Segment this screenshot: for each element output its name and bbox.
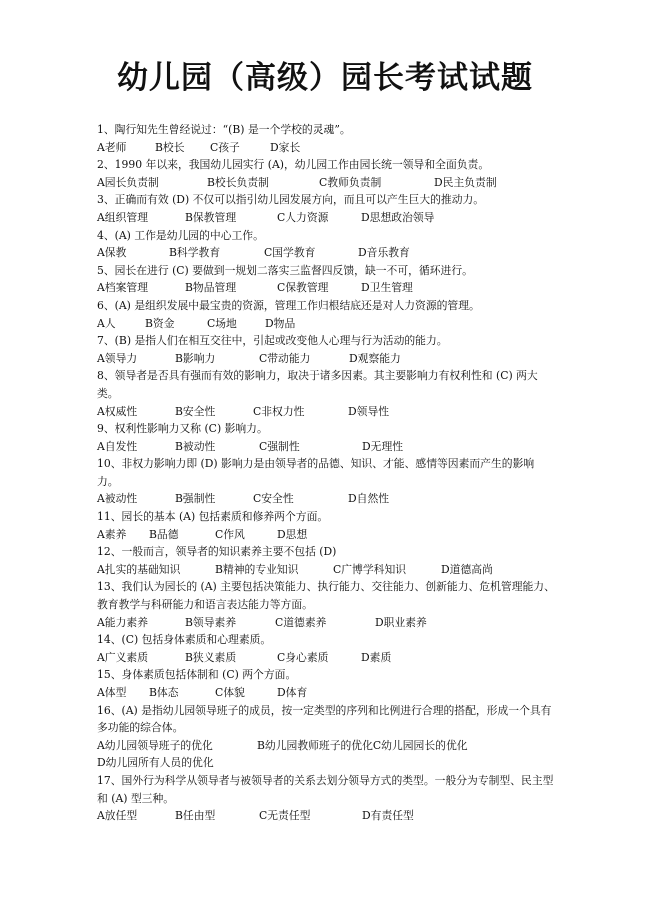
option-c: C无责任型 (259, 809, 311, 823)
option-b: B被动性 (175, 439, 216, 453)
option-a: A广义素质 (97, 650, 148, 664)
option-c: C幼儿园园长的优化 (372, 738, 468, 752)
question-2: 2、1990 年以来，我国幼儿园实行 (A)，幼儿园工作由园长统一领导和全面负责。 (97, 158, 490, 172)
option-d: D自然性 (348, 492, 390, 506)
option-b: B安全性 (175, 404, 216, 418)
option-d: D有责任型 (362, 809, 414, 823)
option-c: C带动能力 (259, 351, 311, 365)
question-2-options (97, 174, 555, 192)
option-a: A组织管理 (97, 210, 148, 224)
option-b: B领导素养 (185, 615, 237, 629)
option-d: D家长 (270, 140, 301, 154)
page-title: 幼儿园（高级）园长考试试题 (117, 60, 533, 96)
option-a: A园长负责制 (97, 175, 159, 189)
option-d: D思想 (277, 527, 308, 541)
option-a: A自发性 (97, 439, 138, 453)
question-9: 9、权利性影响力又称 (C) 影响力。 (97, 422, 268, 436)
option-b: B品德 (149, 527, 179, 541)
option-a: A扎实的基础知识 (97, 562, 181, 576)
question-1: 1、陶行知先生曾经说过：“(B) 是一个学校的灵魂”。 (97, 123, 351, 136)
question-5-options (97, 279, 555, 297)
option-a: A人 (97, 316, 116, 330)
option-c: C身心素质 (277, 650, 329, 664)
question-16-options (97, 737, 555, 772)
option-d: D道德高尚 (441, 562, 493, 576)
option-c: C道德素养 (275, 615, 327, 629)
question-9-options (97, 438, 555, 456)
option-c: C教师负责制 (319, 175, 382, 189)
option-d: D职业素养 (375, 615, 427, 629)
option-b: B校长负责制 (207, 175, 269, 189)
option-c: C广博学科知识 (333, 562, 407, 576)
option-a: A能力素养 (97, 615, 148, 629)
option-b: B校长 (155, 140, 185, 154)
option-a: A幼儿园领导班子的优化 (97, 738, 213, 752)
option-b: B资金 (145, 316, 175, 330)
question-3: 3、正确而有效 (D) 不仅可以指引幼儿园发展方向，而且可以产生巨大的推动力。 (97, 193, 485, 207)
option-d: D观察能力 (349, 351, 401, 365)
question-12-options (97, 561, 555, 579)
option-c: C安全性 (253, 492, 294, 506)
option-c: C非权力性 (253, 404, 305, 418)
option-d: D民主负责制 (434, 175, 497, 189)
question-7-options (97, 350, 555, 368)
question-6-options (97, 315, 555, 333)
option-b: B影响力 (175, 351, 216, 365)
option-a: A档案管理 (97, 281, 148, 295)
option-a: A老师 (97, 140, 127, 154)
question-10: 10、非权力影响力即 (D) 影响力是由领导者的品德、知识、才能、感情等因素而产生的影响力。 (97, 457, 535, 488)
option-c: C孩子 (210, 140, 240, 154)
question-7: 7、(B) 是指人们在相互交往中，引起或改变他人心理与行为活动的能力。 (97, 334, 448, 348)
question-16: 16、(A) 是指幼儿园领导班子的成员，按一定类型的序列和比例进行合理的搭配，形成一个具有多功能的综合体。 (97, 703, 552, 735)
option-a: A权威性 (97, 404, 138, 418)
option-b: B体态 (149, 686, 179, 699)
question-1-options (97, 139, 555, 157)
option-c: C人力资源 (277, 210, 329, 224)
question-14-options (97, 649, 555, 667)
option-d: D体育 (277, 686, 308, 699)
question-6: 6、(A) 是组织发展中最宝贵的资源，管理工作归根结底还是对人力资源的管理。 (97, 298, 480, 312)
option-d: D幼儿园所有人员的优化 (97, 756, 214, 770)
question-13-options (97, 614, 555, 632)
question-17-options (97, 807, 555, 825)
question-13: 13、我们认为园长的 (A) 主要包括决策能力、执行能力、交往能力、创新能力、危机管理能力、教育教学与科研能力和语言表达能力等方面。 (97, 580, 555, 612)
question-8-options (97, 403, 555, 421)
question-11-options (97, 526, 555, 544)
option-b: B任由型 (175, 809, 216, 823)
option-a: A领导力 (97, 351, 138, 365)
question-15: 15、身体素质包括体制和 (C) 两个方面。 (97, 668, 297, 682)
option-c: C强制性 (259, 439, 300, 453)
option-b: B强制性 (175, 492, 216, 506)
option-b: B保教管理 (185, 210, 237, 224)
option-d: D物品 (265, 316, 296, 330)
option-c: C体貌 (215, 686, 245, 699)
question-14: 14、(C) 包括身体素质和心理素质。 (97, 633, 272, 647)
option-c: C作风 (215, 527, 245, 541)
question-3-options (97, 209, 555, 227)
option-b: B物品管理 (185, 281, 237, 295)
option-d: D思想政治领导 (361, 210, 435, 224)
question-4-options (97, 244, 555, 262)
question-17: 17、国外行为科学从领导者与被领导者的关系去划分领导方式的类型。一般分为专制型、民主型和 (A) 型三种。 (97, 773, 554, 805)
option-b: B精神的专业知识 (215, 562, 299, 576)
option-b: B狭义素质 (185, 650, 237, 664)
question-5: 5、园长在进行 (C) 要做到一规划二落实三监督四反馈，缺一不可，循环进行。 (97, 263, 473, 277)
question-12: 12、一般而言，领导者的知识素养主要不包括 (D) (97, 545, 337, 559)
option-a: A保教 (97, 246, 127, 260)
option-d: D无理性 (362, 439, 404, 453)
option-b: B幼儿园教师班子的优化 (257, 738, 373, 752)
option-c: C保教管理 (277, 281, 329, 295)
option-a: A放任型 (97, 809, 138, 823)
option-a: A体型 (97, 686, 127, 699)
option-d: D音乐教育 (358, 246, 410, 260)
question-10-options (97, 490, 555, 508)
question-11: 11、园长的基本 (A) 包括素质和修养两个方面。 (97, 510, 329, 524)
option-d: D卫生管理 (361, 281, 413, 295)
option-a: A素养 (97, 527, 127, 541)
option-c: C国学教育 (264, 246, 316, 260)
option-b: B科学教育 (169, 246, 221, 260)
question-8: 8、领导者是否具有强而有效的影响力，取决于诸多因素。其主要影响力有权利性和 (C) 两大类。 (97, 369, 538, 400)
option-c: C场地 (207, 316, 237, 330)
option-a: A被动性 (97, 492, 138, 506)
question-list (97, 121, 555, 825)
question-4: 4、(A) 工作是幼儿园的中心工作。 (97, 228, 264, 242)
option-d: D素质 (361, 650, 392, 664)
question-15-options (97, 684, 555, 702)
option-d: D领导性 (348, 404, 390, 418)
